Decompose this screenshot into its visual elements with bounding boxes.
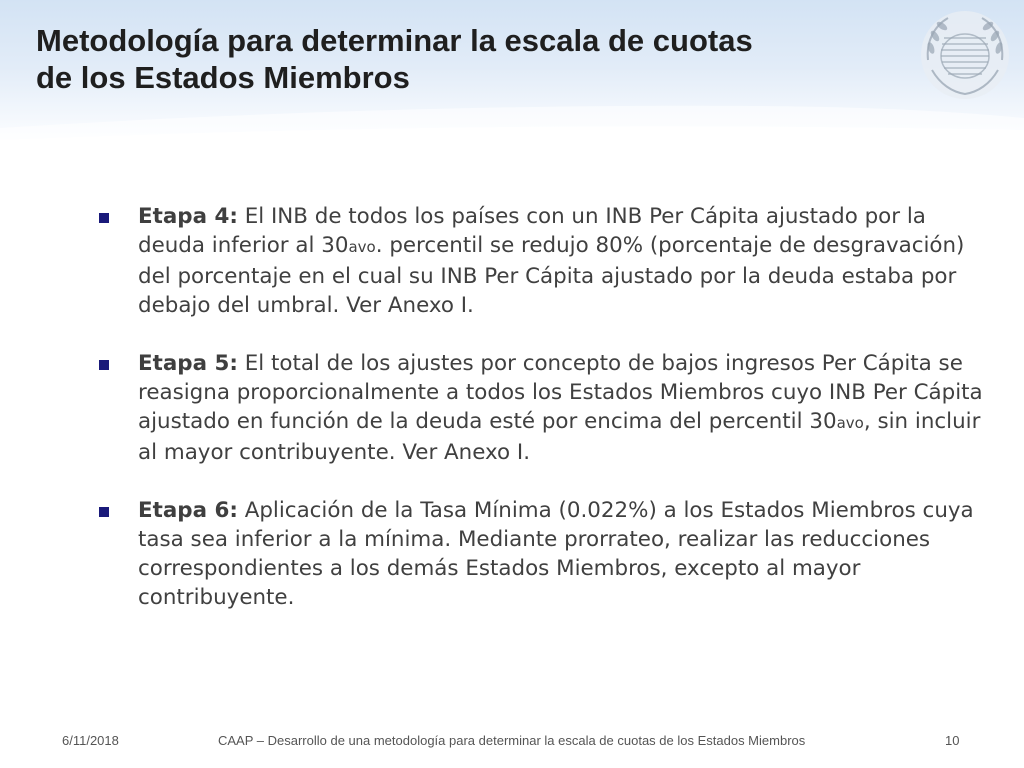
square-bullet-icon (99, 360, 109, 370)
stage-label: Etapa 5: (138, 351, 238, 376)
bullet-item-etapa-5 (96, 349, 996, 467)
bullet-item-etapa-4 (96, 202, 996, 320)
bullet-text: El total de los ajustes por concepto de bajos ingresos Per Cápita se reasigna proporcionalmente a todos los Estados Miembros cuyo INB Per Cápita ajustado en función de la deuda esté por encima del percentil 30 (138, 351, 983, 434)
bullet-text: El INB de todos los países con un INB Per Cápita ajustado por la deuda inferior al 30 (138, 204, 926, 258)
stage-label: Etapa 6: (138, 498, 238, 523)
footer-date: 6/11/2018 (62, 733, 119, 748)
bullet-text-continued: , sin incluir al mayor contribuyente. Ver Anexo I. (138, 409, 981, 465)
square-bullet-icon (99, 213, 109, 223)
ordinal-suffix: avo (348, 238, 376, 256)
stage-label: Etapa 4: (138, 204, 238, 229)
bullet-text-continued: . percentil se redujo 80% (porcentaje de desgravación) del porcentaje en el cual su INB Per Cápita ajustado por la deuda estaba por debajo del umbral. Ver Anexo I. (138, 233, 965, 318)
slide-title-line-1: Metodología para determinar la escala de cuotas (36, 23, 753, 58)
bullet-text: Aplicación de la Tasa Mínima (0.022%) a los Estados Miembros cuya tasa sea inferior a la mínima. Mediante prorrateo, realizar las reducciones correspondientes a los demás Estados Miembros, excepto al mayor contribuyente. (138, 498, 974, 610)
ordinal-suffix: avo (836, 414, 864, 432)
footer-text: CAAP – Desarrollo de una metodología para determinar la escala de cuotas de los Estados Miembros (218, 733, 806, 748)
slide-title-line-2: de los Estados Miembros (36, 60, 410, 95)
bullet-list (96, 202, 996, 641)
page-number: 10 (945, 733, 960, 748)
slide-title (36, 22, 896, 96)
bullet-item-etapa-6 (96, 496, 996, 612)
square-bullet-icon (99, 507, 109, 517)
oas-emblem-icon (918, 8, 1012, 102)
